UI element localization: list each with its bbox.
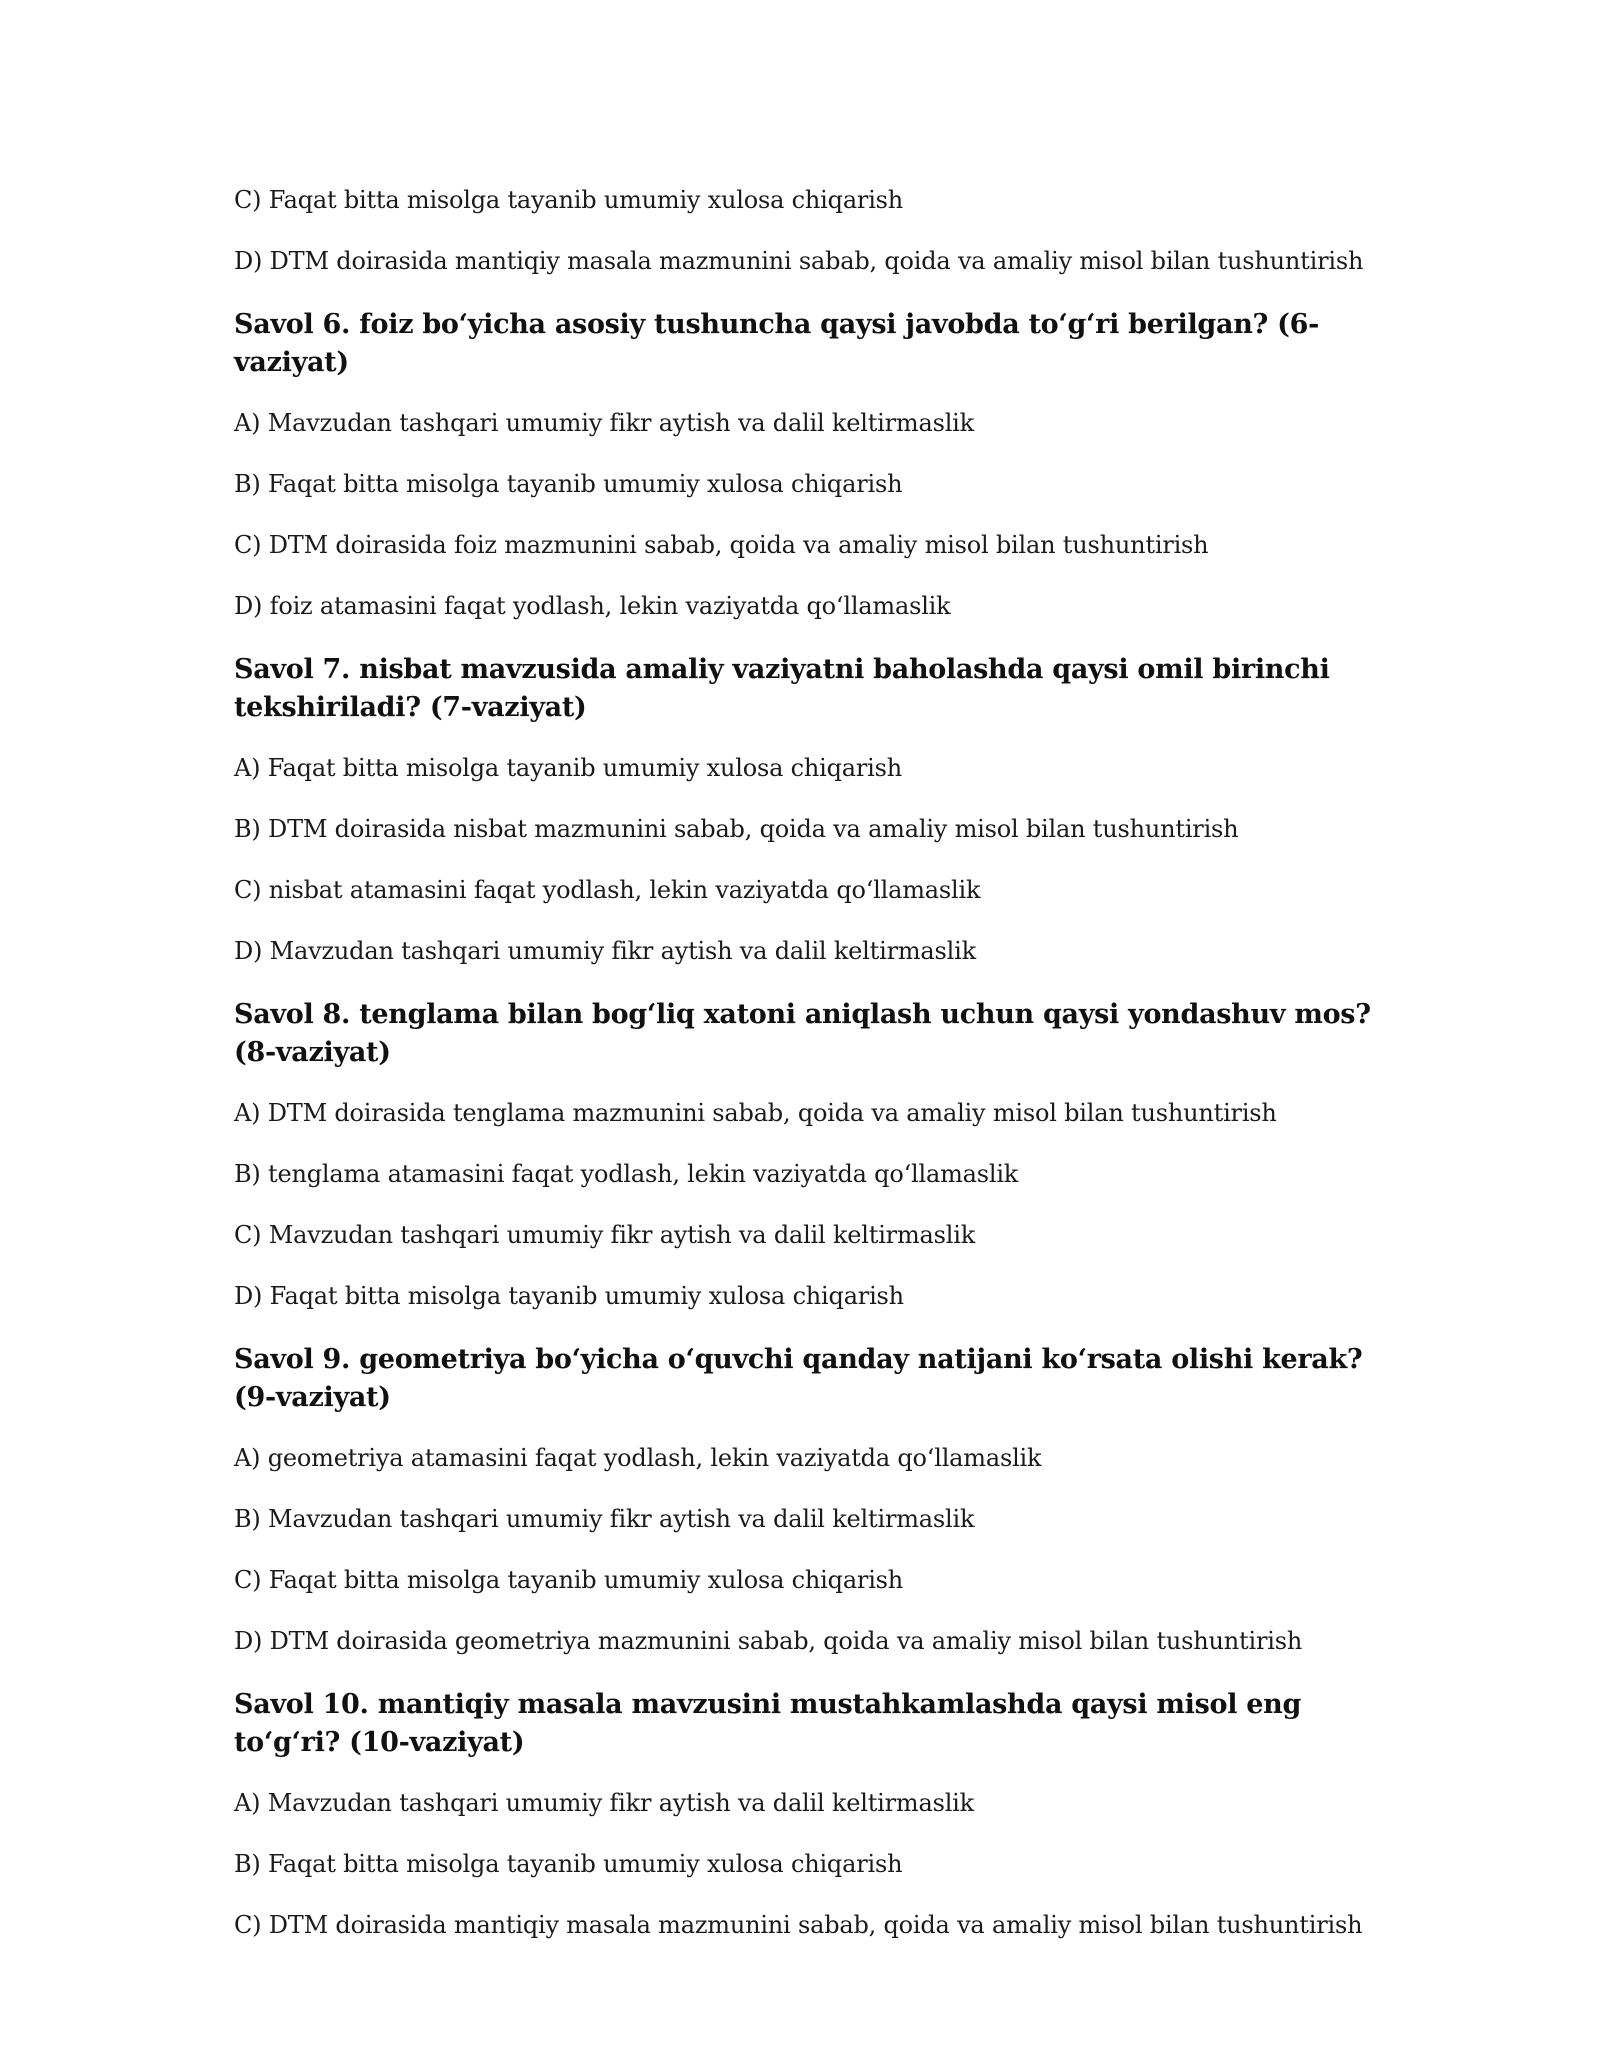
answer-option: B) tenglama atamasini faqat yodlash, lekin vaziyatda qo‘llamaslik — [234, 1160, 1019, 1188]
answer-option: D) Faqat bitta misolga tayanib umumiy xulosa chiqarish — [234, 1282, 904, 1310]
answer-option: C) DTM doirasida foiz mazmunini sabab, qoida va amaliy misol bilan tushuntirish — [234, 531, 1209, 559]
question-7 — [234, 651, 1384, 967]
answer-option: A) Mavzudan tashqari umumiy fikr aytish va dalil keltirmaslik — [234, 409, 975, 437]
question-title: Savol 10. mantiqiy masala mavzusini mustahkamlashda qaysi misol eng to‘g‘ri? (10-vaziyat) — [234, 1689, 1302, 1758]
answer-option: D) DTM doirasida mantiqiy masala mazmunini sabab, qoida va amaliy misol bilan tushuntirish — [234, 247, 1364, 275]
answer-option: C) nisbat atamasini faqat yodlash, lekin vaziyatda qo‘llamaslik — [234, 876, 981, 904]
answer-option: B) Faqat bitta misolga tayanib umumiy xulosa chiqarish — [234, 470, 903, 498]
answer-option: A) geometriya atamasini faqat yodlash, lekin vaziyatda qo‘llamaslik — [234, 1444, 1042, 1472]
question-9 — [234, 1341, 1384, 1657]
answer-option: D) Mavzudan tashqari umumiy fikr aytish va dalil keltirmaslik — [234, 937, 976, 965]
question-6 — [234, 306, 1384, 622]
question-title: Savol 6. foiz bo‘yicha asosiy tushuncha qaysi javobda to‘g‘ri berilgan? (6-vaziyat) — [234, 309, 1320, 378]
answer-option: A) DTM doirasida tenglama mazmunini sabab, qoida va amaliy misol bilan tushuntirish — [234, 1099, 1277, 1127]
question-8 — [234, 996, 1384, 1312]
answer-option: A) Faqat bitta misolga tayanib umumiy xulosa chiqarish — [234, 754, 903, 782]
answer-option: C) Faqat bitta misolga tayanib umumiy xulosa chiqarish — [234, 186, 904, 214]
answer-option: B) Faqat bitta misolga tayanib umumiy xulosa chiqarish — [234, 1850, 903, 1878]
question-title: Savol 7. nisbat mavzusida amaliy vaziyatni baholashda qaysi omil birinchi tekshiriladi? (7-vaziyat) — [234, 654, 1330, 723]
document-page — [234, 184, 1384, 1970]
answer-option: C) Mavzudan tashqari umumiy fikr aytish va dalil keltirmaslik — [234, 1221, 976, 1249]
question-title: Savol 8. tenglama bilan bog‘liq xatoni aniqlash uchun qaysi yondashuv mos? (8-vaziyat) — [234, 999, 1371, 1068]
answer-option: D) foiz atamasini faqat yodlash, lekin vaziyatda qo‘llamaslik — [234, 592, 951, 620]
answer-option: C) Faqat bitta misolga tayanib umumiy xulosa chiqarish — [234, 1566, 904, 1594]
answer-option: A) Mavzudan tashqari umumiy fikr aytish va dalil keltirmaslik — [234, 1789, 975, 1817]
answer-option: B) DTM doirasida nisbat mazmunini sabab, qoida va amaliy misol bilan tushuntirish — [234, 815, 1239, 843]
answer-option: C) DTM doirasida mantiqiy masala mazmunini sabab, qoida va amaliy misol bilan tushuntirish — [234, 1911, 1363, 1939]
answer-option: B) Mavzudan tashqari umumiy fikr aytish va dalil keltirmaslik — [234, 1505, 975, 1533]
question-title: Savol 9. geometriya bo‘yicha o‘quvchi qanday natijani ko‘rsata olishi kerak? (9-vaziyat) — [234, 1344, 1363, 1413]
question-10 — [234, 1686, 1384, 1941]
answer-option: D) DTM doirasida geometriya mazmunini sabab, qoida va amaliy misol bilan tushuntirish — [234, 1627, 1303, 1655]
